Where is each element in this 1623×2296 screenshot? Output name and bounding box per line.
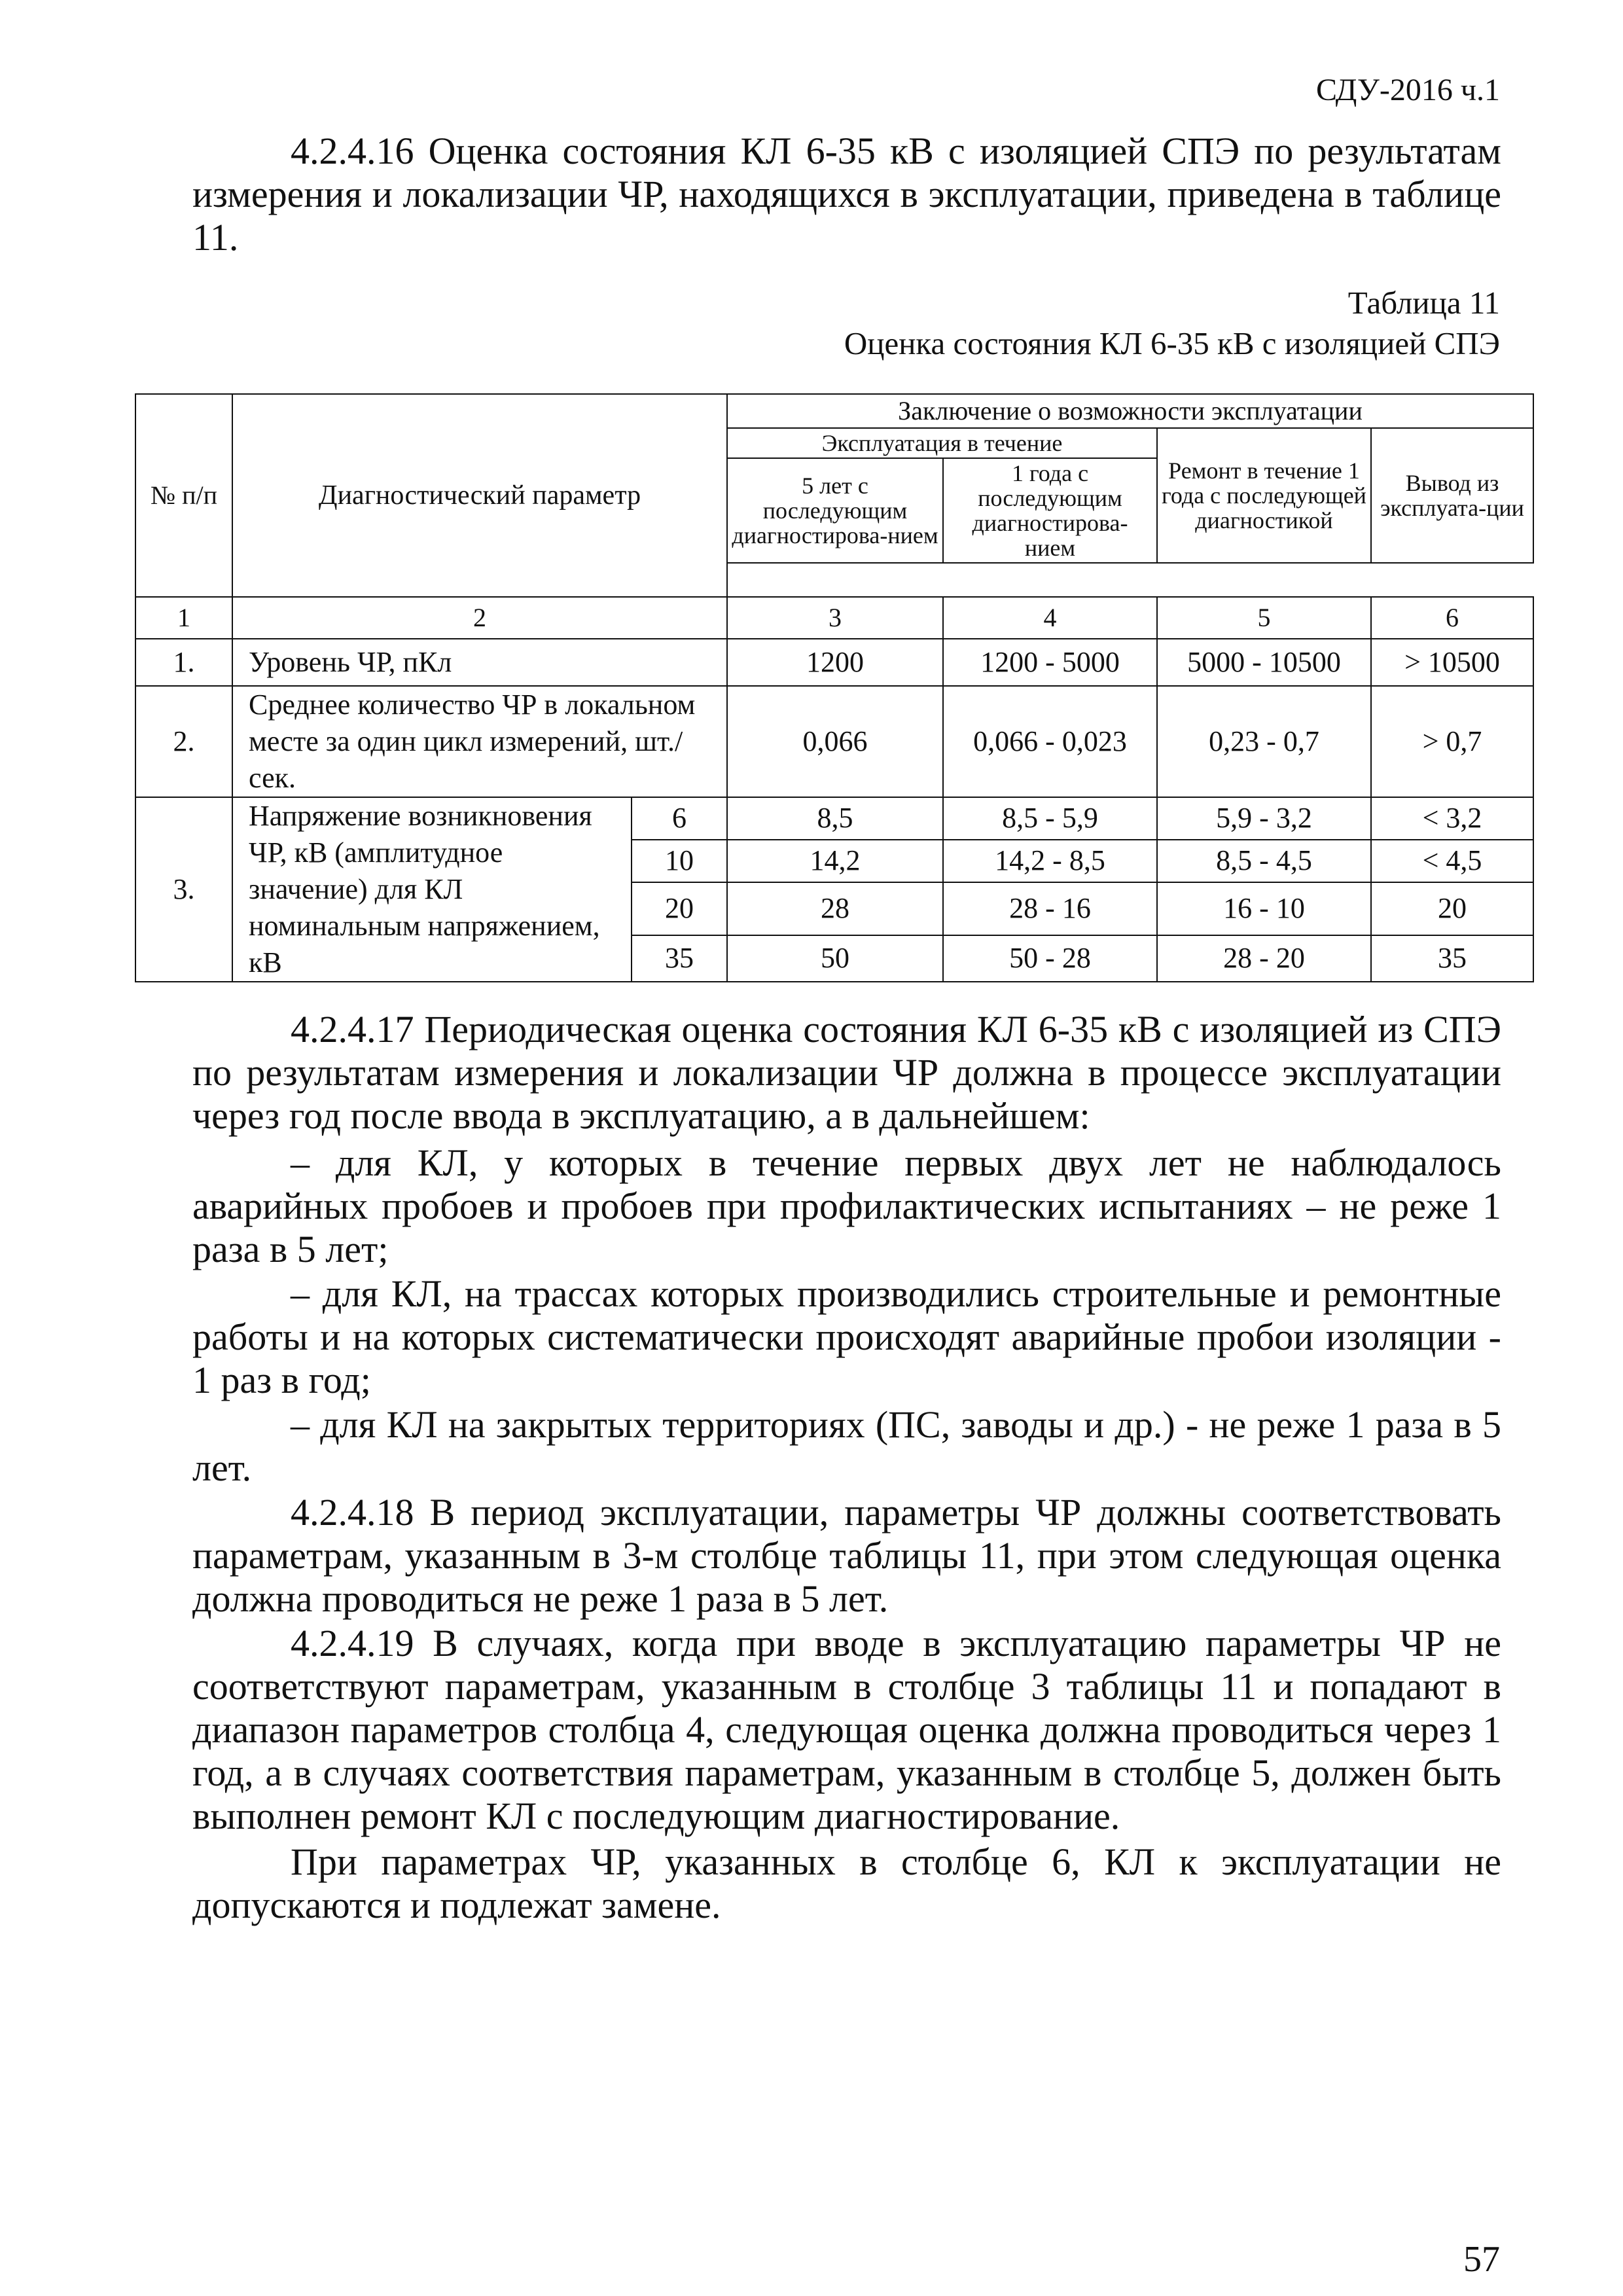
col-number: 3 [727,597,943,639]
cell-col5: 5,9 - 3,2 [1157,797,1371,840]
cell-col4: 14,2 - 8,5 [943,840,1157,882]
assessment-table [135,393,1534,982]
row-num: 3. [135,797,232,982]
row-num: 2. [135,686,232,797]
cell-col4: 1200 - 5000 [943,639,1157,686]
header-operation-during: Эксплуатация в течение [727,428,1157,458]
cell-col6: < 4,5 [1371,840,1533,882]
cell-col4: 28 - 16 [943,882,1157,935]
paragraph-4-2-4-17: 4.2.4.17 Периодическая оценка состояния КЛ 6-35 кВ с изоляцией из СПЭ по результатам измерения и локализации ЧР должна в процессе эксплуатации через год после ввода в эксплуатацию, а в дальнейшем: [192,1008,1501,1137]
col-number: 5 [1157,597,1371,639]
list-item: – для КЛ, у которых в течение первых двух лет не наблюдалось аварийных пробоев и пробоев при профилактических испытаниях – не реже 1 раза в 5 лет; [192,1141,1501,1270]
paragraph-4-2-4-19: 4.2.4.19 В случаях, когда при вводе в эксплуатацию параметры ЧР не соответствуют параметрам, указанным в столбце 3 таблицы 11 и попадают в диапазон параметров столбца 4, следующая оценка должна проводиться через 1 год, а в случаях соответствия параметрам, указанным в столбце 5, должен быть выполнен ремонт КЛ с последующим диагностирование. [192,1622,1501,1837]
cell-col6: > 0,7 [1371,686,1533,797]
row-param: Уровень ЧР, пКл [232,639,727,686]
page-number: 57 [1463,2239,1500,2280]
row-param: Среднее количество ЧР в локальном месте за один цикл измерений, шт./сек. [232,686,727,797]
cell-voltage: 10 [632,840,727,882]
table-row [135,797,1533,840]
cell-col4: 8,5 - 5,9 [943,797,1157,840]
cell-col6: < 3,2 [1371,797,1533,840]
cell-col4: 0,066 - 0,023 [943,686,1157,797]
header-five-years: 5 лет с последующим диагностирова-нием [727,458,943,563]
column-number-row [135,597,1533,639]
cell-col6: 35 [1371,935,1533,982]
cell-col5: 16 - 10 [1157,882,1371,935]
header-one-year: 1 года с последующим диагностирова-нием [943,458,1157,563]
paragraph-final: При параметрах ЧР, указанных в столбце 6, КЛ к эксплуатации не допускаются и подлежат замене. [192,1840,1501,1926]
header-conclusion: Заключение о возможности эксплуатации [727,394,1533,428]
header-num: № п/п [135,394,232,597]
col-number: 4 [943,597,1157,639]
cell-col5: 28 - 20 [1157,935,1371,982]
col-number: 1 [135,597,232,639]
cell-col3: 1200 [727,639,943,686]
table-title: Оценка состояния КЛ 6-35 кВ с изоляцией СПЭ [844,325,1500,361]
cell-voltage: 6 [632,797,727,840]
cell-col4: 50 - 28 [943,935,1157,982]
paragraph-4-2-4-18: 4.2.4.18 В период эксплуатации, параметры ЧР должны соответствовать параметрам, указанным в 3-м столбце таблицы 11, при этом следующая оценка должна проводиться не реже 1 раза в 5 лет. [192,1491,1501,1620]
cell-col5: 5000 - 10500 [1157,639,1371,686]
cell-voltage: 20 [632,882,727,935]
cell-col5: 0,23 - 0,7 [1157,686,1371,797]
header-withdrawal: Вывод из эксплуата-ции [1371,428,1533,563]
col-number: 2 [232,597,727,639]
intro-paragraph: 4.2.4.16 Оценка состояния КЛ 6-35 кВ с изоляцией СПЭ по результатам измерения и локализации ЧР, находящихся в эксплуатации, приведена в таблице 11. [192,130,1501,259]
table-label: Таблица 11 [1347,285,1500,321]
table-row [135,686,1533,797]
cell-col5: 8,5 - 4,5 [1157,840,1371,882]
cell-col3: 8,5 [727,797,943,840]
cell-col3: 0,066 [727,686,943,797]
header-param: Диагностический параметр [232,394,727,597]
cell-col3: 50 [727,935,943,982]
row-num: 1. [135,639,232,686]
list-item: – для КЛ на закрытых территориях (ПС, заводы и др.) - не реже 1 раза в 5 лет. [192,1403,1501,1489]
row-param: Напряжение возникновения ЧР, кВ (амплитудное значение) для КЛ номинальным напряжением, кВ [232,797,632,982]
cell-voltage: 35 [632,935,727,982]
col-number: 6 [1371,597,1533,639]
cell-col6: > 10500 [1371,639,1533,686]
cell-col3: 14,2 [727,840,943,882]
cell-col3: 28 [727,882,943,935]
table-row [135,639,1533,686]
document-code: СДУ-2016 ч.1 [1315,73,1500,107]
list-item: – для КЛ, на трассах которых производились строительные и ремонтные работы и на которых систематически происходят аварийные пробои изоляции - 1 раз в год; [192,1272,1501,1401]
cell-col6: 20 [1371,882,1533,935]
header-repair: Ремонт в течение 1 года с последующей диагностикой [1157,428,1371,563]
